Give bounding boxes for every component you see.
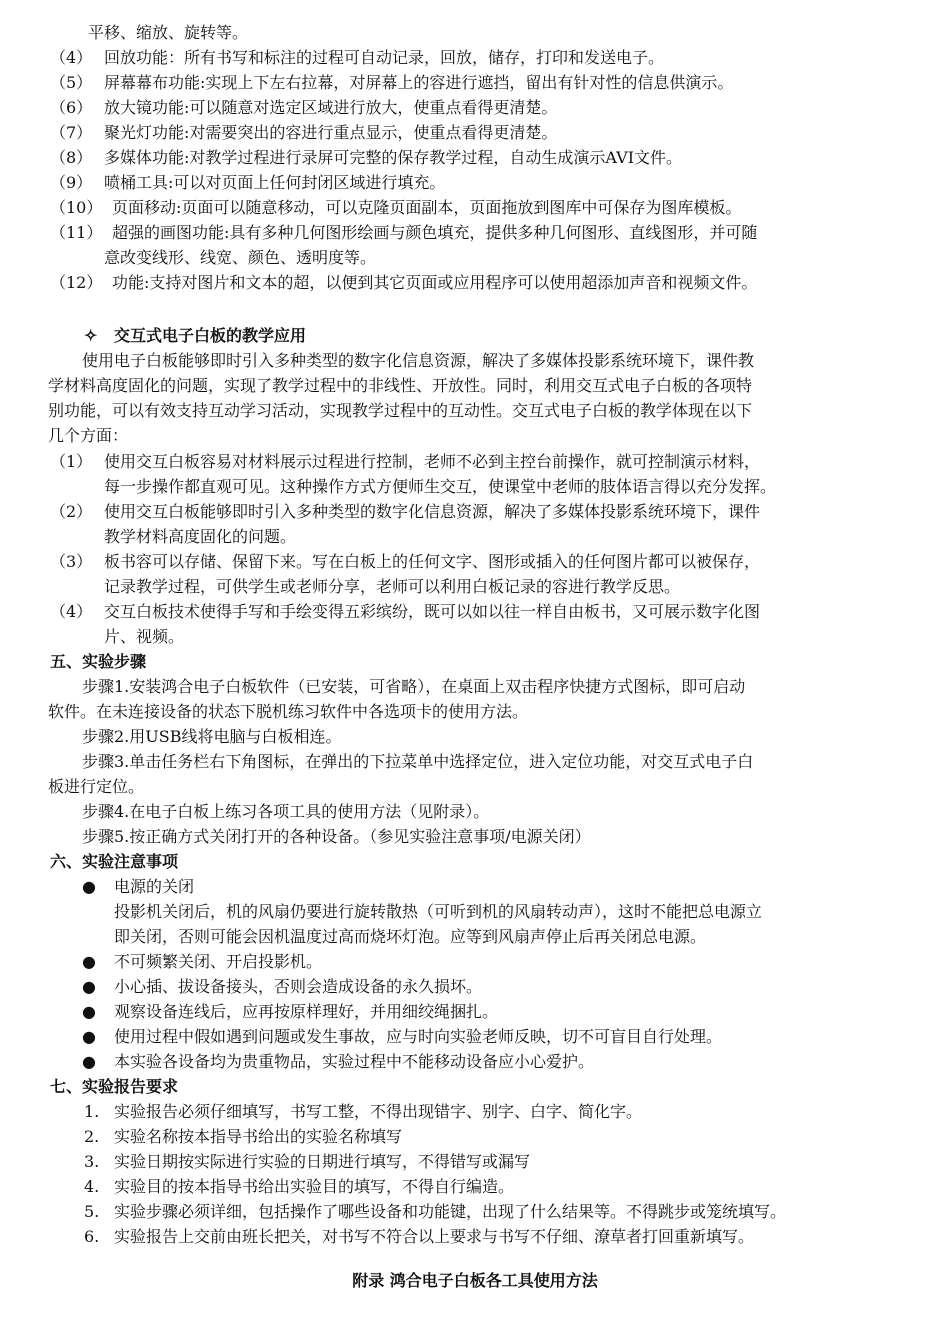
step-item: 步骤1.安装鸿合电子白板软件（已安装，可省略），在桌面上双击程序快捷方式图标，即可启动 [82,677,746,696]
document-page: 平移、缩放、旋转等。 （4） 回放功能：所有书写和标注的过程可自动记录，回放，储存，打印和发送电子。 （5） 屏幕幕布功能:实现上下左右拉幕，对屏幕上的容进行遮挡，留出有针对性的信息供演示。 （6） 放大镜功能:可以随意对选定区域进行放大，使重点看得更清楚。 （7） 聚光灯功能:对需要突出的容进行重点显示，使重点看得更清楚。 （8） 多媒体功能:对教学过程进行录屏可完整的保存教学过程，自动生成演示AVI文件。 （9） 喷桶工具:可以对页面上任何封闭区域进行填充。 （10） 页面移动:页面可以随意移动，可以克隆页面副本，页面拖放到图库中可保存为图库模板。 （11） 超强的画图功能:具有多种几何图形绘画与颜色填充，提供多种几何图形、直线图形，并可随 意改变线形、线宽、颜色、透明度等。 （12） 功能:支持对图片和文本的超，以便到其它页面或应用程序可以使用超添加声音和视频文件。 ✧ 交互式电子白板的教学应用 使用电子白板能够即时引入多种类型的数字化信息资源，解决了多媒体投影系统环境下，课件教 学材料高度固化的问题，实现了教学过程中的非线性、开放性。同时，利用交互式电子白板的各项特 别功能，可以有效支持互动学习活动，实现教学过程中的互动性。交互式电子白板的教学体现在以下 几个方面： （1） 使用交互白板容易对材料展示过程进行控制，老师不必到主控台前操作，就可控制演示材料， 每一步操作都直观可见。这种操作方式方便师生交互，使课堂中老师的肢体语言得以充分发挥。 （2） 使用交互白板能够即时引入多种类型的数字化信息资源，解决了多媒体投影系统环境下，课件 教学材料高度固化的问题。 （3） 板书容可以存储、保留下来。写在白板上的任何文字、图形或插入的任何图片都可以被保存， 记录教学过程，可供学生或老师分享，老师可以利用白板记录的容进行教学反思。 （4） 交互白板技术使得手写和手绘变得五彩缤纷，既可以如以往一样自由板书，又可展示数字化图 片、视频。 五、实验步骤 步骤1.安装鸿合电子白板软件（已安装，可省略），在桌面上双击程序快捷方式图标，即可启动 软件。在未连接设备的状态下脱机练习软件中各选项卡的使用方法。 步骤2.用USB线将电脑与白板相连。 步骤3.单击任务栏右下角图标，在弹出的下拉菜单中选择定位，进入定位功能，对交互式电子白 板进行定位。 步骤4.在电子白板上练习各项工具的使用方法（见附录）。 步骤5.按正确方式关闭打开的各种设备。（参见实验注意事项/电源关闭） 六、实验注意事项 ● 电源的关闭 投影机关闭后，机的风扇仍要进行旋转散热（可听到机的风扇转动声），这时不能把总电源立 即关闭，否则可能会因机温度过高而烧坏灯泡。应等到风扇声停止后再关闭总电源。 ● 不可频繁关闭、开启投影机。 ● 小心插、拔设备接头，否则会造成设备的永久损坏。 ● 观察设备连线后，应再按原样理好，并用细绞绳捆扎。 ● 使用过程中假如遇到问题或发生事故，应与时向实验老师反映，切不可盲目自行处理。 ● 本实验各设备均为贵重物品，实验过程中不能移动设备应小心爱护。 七、实验报告要求 1. 实验报告必须仔细填写，书写工整，不得出现错字、别字、白字、简化字。 2. 实验名称按本指导书给出的实验名称填写 3. 实验日期按实际进行实验的日期进行填写，不得错写或漏写 4. 实验目的按本指导书给出实验目的填写，不得自行编造。 5. 实验步骤必须详细，包括操作了哪些设备和功能键，出现了什么结果等。不得跳步或笼统填写。 6. 实验报告上交前由班长把关，对书写不符合以上要求与书写不仔细、潦草者打回重新填写。 附录 鸿合电子白板各工具使用方法 [0,0,950,1344]
bullet-icon: ● [82,952,96,971]
section-heading: 五、实验步骤 [50,652,147,671]
bullet-icon: ● [82,1002,96,1021]
bullet-icon: ● [82,1027,96,1046]
continued-line: 平移、缩放、旋转等。 [88,23,249,42]
diamond-star-icon: ✧ [84,326,98,345]
step-item: 步骤2.用USB线将电脑与白板相连。 [82,727,342,746]
bullet-icon: ● [82,1052,96,1071]
bullet-icon: ● [82,977,96,996]
section-heading: 六、实验注意事项 [50,852,179,871]
step-item: 步骤5.按正确方式关闭打开的各种设备。（参见实验注意事项/电源关闭） [82,827,591,846]
step-item: 步骤4.在电子白板上练习各项工具的使用方法（见附录）。 [82,802,490,821]
bullet-icon: ● [82,877,96,896]
step-item: 步骤3.单击任务栏右下角图标，在弹出的下拉菜单中选择定位，进入定位功能，对交互式电子白 [82,752,754,771]
section-heading: 七、实验报告要求 [50,1077,179,1096]
appendix-title: 附录 鸿合电子白板各工具使用方法 [352,1271,598,1290]
